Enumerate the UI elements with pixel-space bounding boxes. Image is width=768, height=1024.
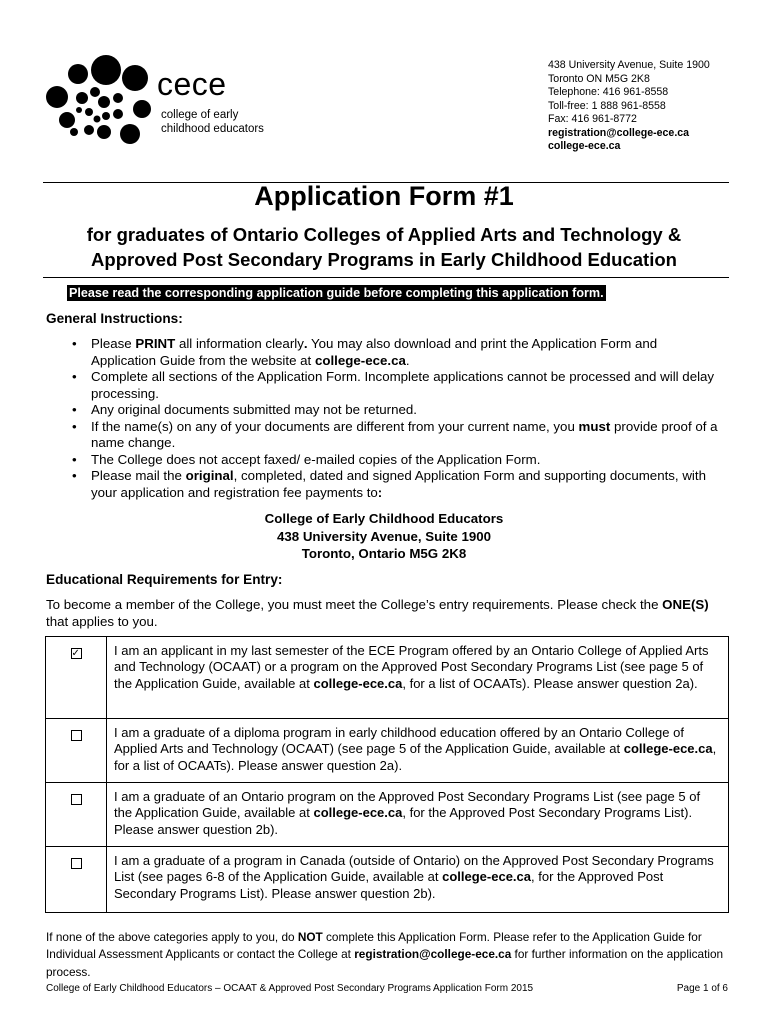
logo-dots-graphic [44, 52, 156, 144]
list-item: • Any original documents submitted may not be returned. [72, 402, 722, 419]
mailing-address [0, 510, 768, 563]
requirements-heading: Educational Requirements for Entry: [46, 572, 283, 587]
contact-email-link[interactable]: registration@college-ece.ca [548, 126, 690, 139]
general-instructions-list [72, 336, 722, 501]
contact-city: Toronto ON M5G 2K8 [548, 72, 650, 85]
table-row [46, 847, 729, 913]
logo-subtitle [161, 108, 264, 136]
contact-block [548, 59, 710, 154]
option-text-1: I am an applicant in my last semester of the ECE Program offered by an Ontario College of Applied Arts and Technology (OCAAT) or a program on the Approved Post Secondary Programs List (see page 5 of the Application Guide, available at college-ece.ca, for a list of OCAATs). Please answer question 2a). [107, 637, 729, 719]
list-item: • Please PRINT all information clearly. You may also download and print the Application Form and Application Guide from the website at college-ece.ca. [72, 336, 722, 369]
table-row [46, 783, 729, 847]
page-number: Page 1 of 6 [676, 983, 728, 994]
option-text-3: I am a graduate of an Ontario program on the Approved Post Secondary Programs List (see page 5 of the Application Guide, available at college-ece.ca, for the Approved Post Secondary Programs List). Please answer question 2b). [107, 783, 729, 847]
list-item: • Complete all sections of the Application Form. Incomplete applications cannot be processed and will delay processing. [72, 369, 722, 402]
contact-telephone: Telephone: 416 961-8558 [548, 86, 669, 98]
footer-title: College of Early Childhood Educators – OCAAT & Approved Post Secondary Programs Application Form 2015 [46, 983, 534, 994]
closing-paragraph: If none of the above categories apply to you, do NOT complete this Application Form. Please refer to the Application Guide for Individual Assessment Applicants or contact the College at registration@college-ece.ca for further information on the application process. [46, 930, 724, 979]
requirements-intro: To become a member of the College, you must meet the College’s entry requirements. Please check the ONE(S) that applies to you. [46, 597, 709, 629]
notice-banner: Please read the corresponding application guide before completing this application form. [69, 286, 604, 300]
requirements-table [45, 636, 729, 913]
option-text-2: I am a graduate of a diploma program in early childhood education offered by an Ontario College of Applied Arts and Technology (OCAAT) (see page 5 of the Application Guide, available at college-ece.ca, for a list of OCAATs). Please answer question 2a). [107, 719, 729, 783]
option-checkbox-2[interactable] [71, 730, 82, 741]
page-title: Application Form #1 [254, 181, 514, 211]
divider-middle [43, 277, 729, 278]
option-checkbox-4[interactable] [71, 858, 82, 869]
option-checkbox-3[interactable] [71, 794, 82, 805]
mailing-address-line3: Toronto, Ontario M5G 2K8 [301, 546, 467, 561]
list-item: • Please mail the original, completed, dated and signed Application Form and supporting documents, with your application and registration fee payments to: [72, 468, 722, 501]
page-subtitle [0, 222, 768, 272]
option-checkbox-1[interactable] [71, 648, 82, 659]
list-item: • The College does not accept faxed/ e-mailed copies of the Application Form. [72, 452, 722, 469]
logo-wordmark: cece [157, 66, 227, 102]
option-text-4: I am a graduate of a program in Canada (outside of Ontario) on the Approved Post Secondary Programs List (see pages 6-8 of the Application Guide, available at college-ece.ca, for the Approved Post Secondary Programs List). Please answer question 2b). [107, 847, 729, 913]
subtitle-line2: Approved Post Secondary Programs in Early Childhood Education [91, 249, 677, 270]
contact-website-link[interactable]: college-ece.ca [548, 140, 621, 152]
table-row [46, 637, 729, 719]
contact-address: 438 University Avenue, Suite 1900 [548, 59, 710, 71]
mailing-address-line1: College of Early Childhood Educators [264, 511, 504, 526]
table-row [46, 719, 729, 783]
logo-sub-line2: childhood educators [161, 123, 264, 135]
logo-sub-line1: college of early [161, 109, 239, 121]
cece-logo [44, 52, 284, 144]
contact-tollfree: Toll-free: 1 888 961-8558 [548, 99, 666, 112]
registration-email-link[interactable]: registration@college-ece.ca [354, 947, 512, 962]
subtitle-line1: for graduates of Ontario Colleges of Applied Arts and Technology & [86, 224, 682, 245]
contact-fax: Fax: 416 961-8772 [548, 113, 637, 125]
website-link[interactable]: college-ece.ca [314, 352, 406, 368]
general-instructions-heading: General Instructions: [46, 311, 183, 326]
list-item: • If the name(s) on any of your documents are different from your current name, you must provide proof of a name change. [72, 419, 722, 452]
mailing-address-line2: 438 University Avenue, Suite 1900 [276, 528, 492, 544]
